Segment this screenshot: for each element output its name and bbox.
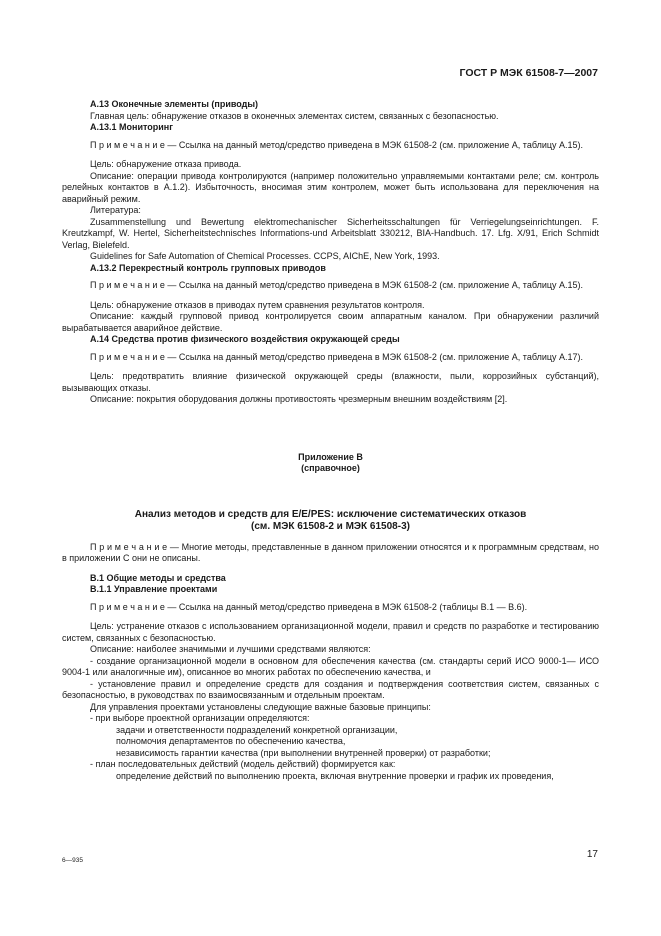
paragraph-b11-desc: Описание: наиболее значимыми и лучшими средствами являются: — [90, 644, 371, 654]
section-heading-a13: А.13 Оконечные элементы (приводы) — [90, 99, 259, 109]
paragraph-a131-desc: Описание: операции привода контролируются (например положительно управляемыми контактами реле; см. контроль релейных контактов в А.1.2). Избыточность, вносимая этим контролем, может быть использована для переключения на аварийный режим. — [62, 170, 599, 204]
footer-print-code: 6—935 — [62, 857, 83, 864]
appendix-heading-line-2: (см. МЭК 61508-2 и МЭК 61508-3) — [251, 521, 410, 532]
note-a131: П р и м е ч а н и е — Ссылка на данный метод/средство приведена в МЭК 61508-2 (см. приложение А, таблицу А.15). — [90, 139, 584, 150]
section-heading-b11: В.1.1 Управление проектами — [90, 584, 218, 594]
section-heading-a131: А.13.1 Мониторинг — [90, 122, 173, 132]
paragraph-a14-goal: Цель: предотвратить влияние физической окружающей среды (влажности, пыли, коррозийных субстанций), вызывающих отказы. — [62, 371, 599, 393]
page-content — [62, 99, 599, 782]
note-a132: П р и м е ч а н и е — Ссылка на данный метод/средство приведена в МЭК 61508-2 (см. приложение А, таблицу А.15). — [90, 280, 584, 290]
paragraph-a131-goal: Цель: обнаружение отказа привода. — [90, 159, 242, 169]
paragraph-a132-desc: Описание: каждый групповой привод контролируется своим аппаратным каналом. При обнаружении различий вырабатывается аварийное действие. — [62, 311, 599, 333]
note-a14: П р и м е ч а н и е — Ссылка на данный метод/средство приведена в МЭК 61508-2 (см. приложение А, таблицу А.17). — [90, 351, 584, 362]
section-heading-a14: А.14 Средства против физического воздействия окружающей среды — [90, 334, 400, 344]
principle-2: - план последовательных действий (модель действий) формируется как: — [90, 759, 396, 769]
list-item-b11-2: - установление правил и определение средств для создания и подтверждения соответствия систем, связанных с безопасностью, в руководствах по взаимосвязанным и отдельным проектам. — [62, 678, 599, 700]
section-heading-a132: А.13.2 Перекрестный контроль групповых приводов — [90, 262, 326, 273]
principle-2a: определение действий по выполнению проекта, включая внутренние проверки и график их проведения, — [116, 770, 554, 781]
appendix-title: Приложение В — [298, 451, 363, 462]
principle-1a: задачи и ответственности подразделений конкретной организации, — [116, 724, 398, 735]
note-appendix: П р и м е ч а н и е — Многие методы, представленные в данном приложении относятся и к программным средствам, но в приложении С они не описаны. — [62, 541, 599, 563]
paragraph-a14-desc: Описание: покрытия оборудования должны противостоять чрезмерным внешним воздействиям [2]. — [90, 394, 508, 404]
paragraph-b11-principles: Для управления проектами установлены следующие важные базовые принципы: — [90, 701, 431, 712]
literature-item-2: Guidelines for Safe Automation of Chemical Processes. CCPS, AIChE, New York, 1993. — [90, 251, 440, 261]
list-item-b11-1: - создание организационной модели в основном для обеспечения качества (см. стандарты серий ИСО 9000-1— ИСО 9004-1 или аналогичные им), описанное во многих работах по обеспечению качества, и — [62, 655, 599, 677]
appendix-subtitle: (справочное) — [301, 463, 360, 473]
principle-1: - при выборе проектной организации определяются: — [90, 713, 310, 723]
page-number: 17 — [586, 849, 598, 860]
paragraph-a132-goal: Цель: обнаружение отказов в приводах путем сравнения результатов контроля. — [90, 299, 425, 310]
paragraph-a13-goal: Главная цель: обнаружение отказов в оконечных элементах систем, связанных с безопасностью. — [90, 110, 499, 121]
principle-1b: полномочия департаментов по обеспечению качества, — [116, 736, 346, 746]
literature-label: Литература: — [90, 205, 141, 215]
note-b11: П р и м е ч а н и е — Ссылка на данный метод/средство приведена в МЭК 61508-2 (таблицы В.1 — В.6). — [90, 601, 528, 612]
section-heading-b1: В.1 Общие методы и средства — [90, 572, 226, 583]
appendix-heading-line-1: Анализ методов и средств для E/E/PES: исключение систематических отказов — [134, 508, 527, 520]
document-header: ГОСТ Р МЭК 61508-7—2007 — [459, 67, 598, 79]
principle-1c: независимость гарантии качества (при выполнении внутренней проверки) от разработки; — [116, 747, 491, 758]
paragraph-b11-goal: Цель: устранение отказов с использованием организационной модели, правил и средств по разработке и тестированию систем, связанных с безопасностью. — [62, 621, 599, 643]
literature-item-1: Zusammenstellung und Bewertung elektromechanischer Sicherheitsschaltungen für Verriegelungseinrichtungen. F. Kreutzkampf, W. Hertel, Sicherheitstechnisches Informations-und Arbeitsblatt 330212, BIA-Handbuch. 17. Lfg. X/91, Erich Schmidt Verlag, Bielefeld. — [62, 216, 599, 250]
